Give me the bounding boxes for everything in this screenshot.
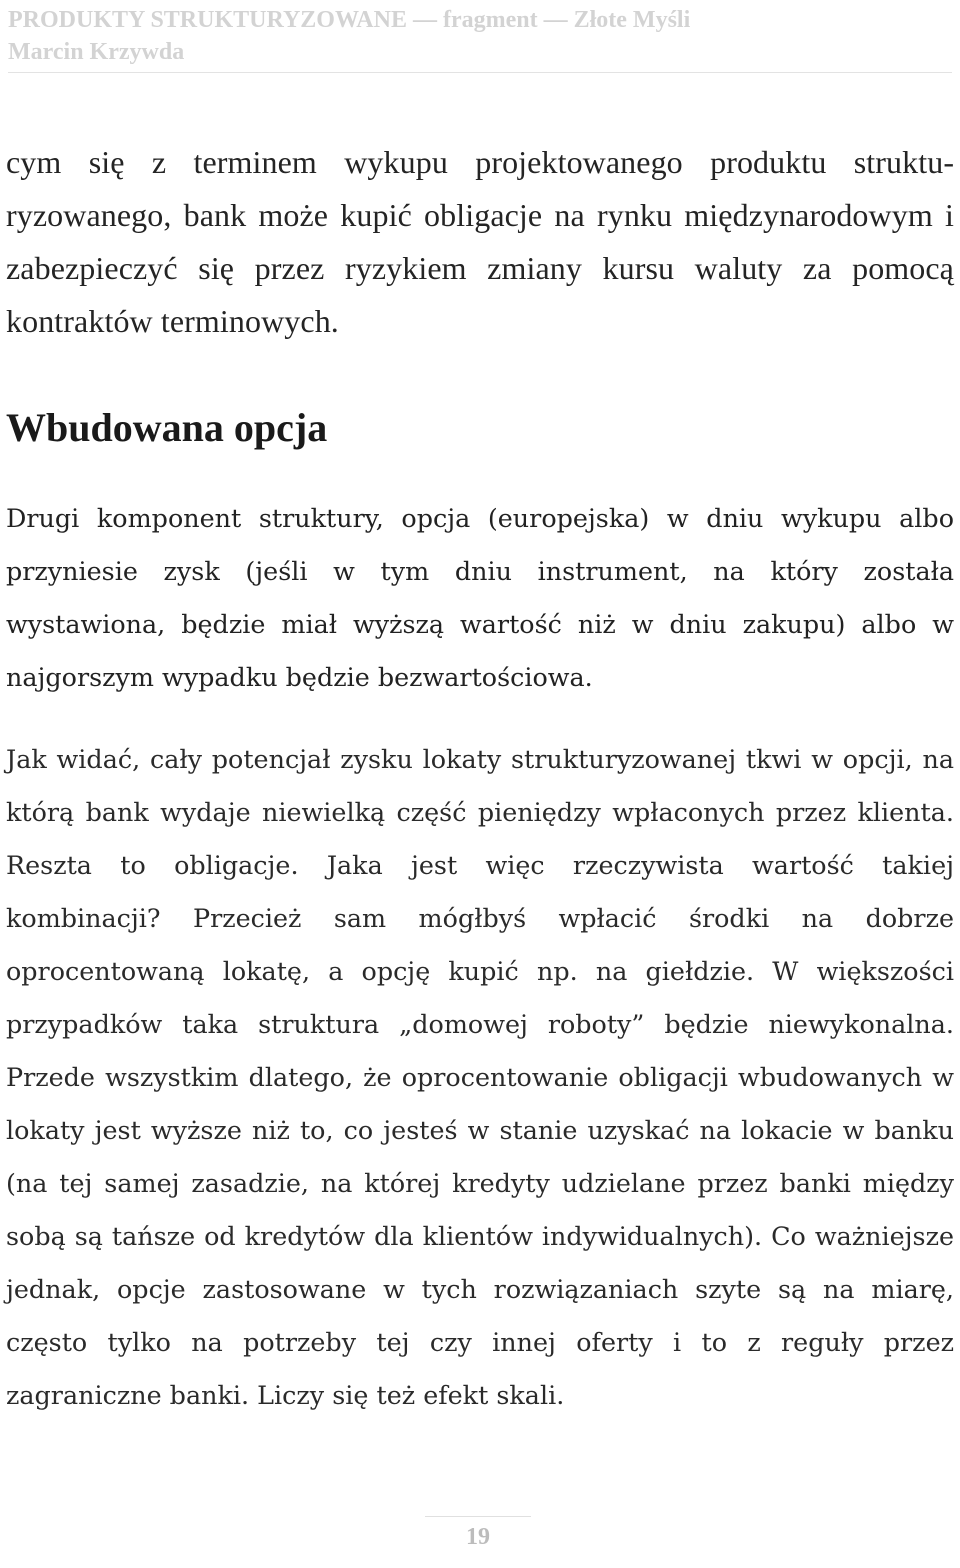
running-header bbox=[8, 4, 952, 73]
section-heading: Wbudowana opcja bbox=[6, 405, 328, 450]
page-content bbox=[6, 136, 954, 1422]
paragraph-analysis: Jak widać, cały potencjał zysku lokaty strukturyzowanej tkwi w opcji, na którą bank wydaje niewielką część pieniędzy wpłaconych przez klienta. Reszta to obligacje. Jaka jest więc rzeczywista wartość takiej kombinacji? Przecież sam mógłbyś wpłacić środki na dobrze oprocentowaną lokatę, a opcję kupić np. na giełdzie. W większości przypadków taka struktura „domowej roboty” będzie niewykonalna. Przede wszystkim dlatego, że oprocentowanie obligacji wbudowanych w lokaty jest wyższe niż to, co jesteś w stanie uzyskać na lokacie w banku (na tej samej zasadzie, na której kredyty udzielane przez banki między sobą są tańsze od kredytów dla klientów indywidualnych). Co ważniejsze jednak, opcje zastosowane w tych rozwiązaniach szyte są na miarę, często tylko na potrzeby tej czy innej oferty i to z reguły przez zagraniczne banki. Liczy się też efekt skali. bbox=[6, 744, 954, 1410]
page-number: 19 bbox=[466, 1524, 490, 1550]
paragraph-continuation: cym się z terminem wykupu projektowanego produktu strukturyzowanego, bank może kupić obligacje na rynku międzynarodowym i zabezpieczyć się przez ryzykiem zmiany kursu waluty za pomocą kontraktów terminowych. bbox=[6, 144, 954, 339]
header-title: PRODUKTY STRUKTURYZOWANE — fragment — Złote Myśli bbox=[8, 7, 691, 33]
header-author: Marcin Krzywda bbox=[8, 39, 185, 65]
page-footer bbox=[425, 1516, 531, 1551]
paragraph-embedded-option: Drugi komponent struktury, opcja (europejska) w dniu wykupu albo przyniesie zysk (jeśli w tym dniu instrument, na który została wystawiona, będzie miał wyższą wartość niż w dniu zakupu) albo w najgorszym wypadku będzie bezwartościowa. bbox=[6, 503, 954, 692]
